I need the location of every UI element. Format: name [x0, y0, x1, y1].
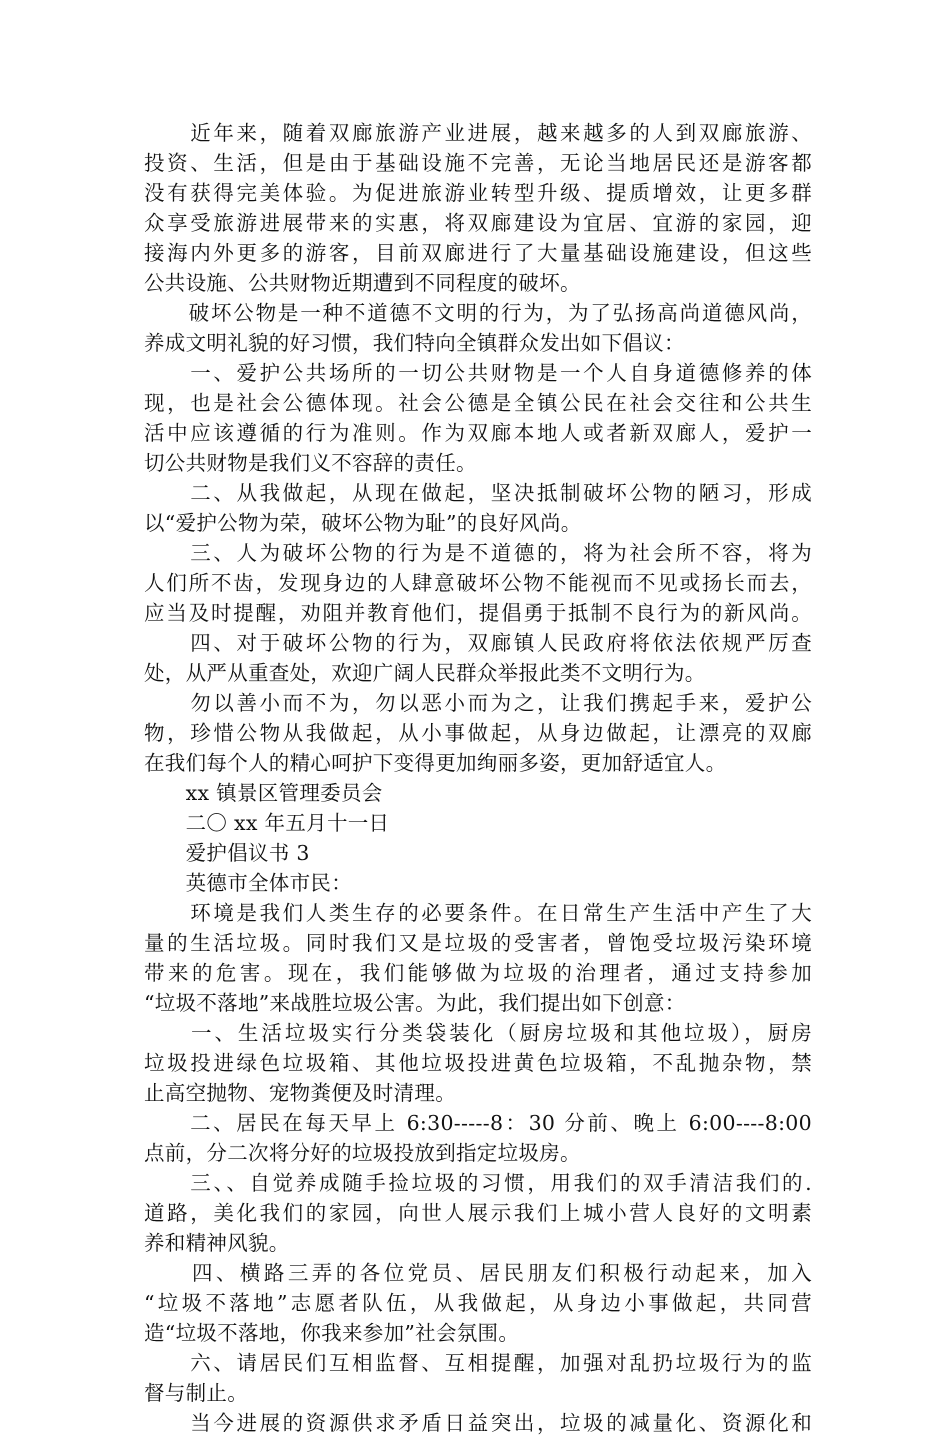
text-line: 四、对于破坏公物的行为，双廊镇人民政府将依法依规严厉查 — [144, 631, 812, 655]
text-line: 在我们每个人的精心呵护下变得更加绚丽多姿，更加舒适宜人。 — [144, 751, 727, 775]
text-line: xx 镇景区管理委员会 — [144, 781, 383, 805]
text-line: 止高空抛物、宠物粪便及时清理。 — [144, 1081, 456, 1105]
text-line: 没有获得完美体验。为促进旅游业转型升级、提质增效，让更多群 — [144, 181, 812, 205]
text-line: 爱护倡议书 3 — [144, 841, 310, 865]
text-line: 人们所不齿，发现身边的人肆意破坏公物不能视而不见或扬长而去， — [144, 571, 812, 595]
text-line: 当今进展的资源供求矛盾日益突出，垃圾的减量化、资源化和 — [144, 1411, 812, 1435]
text-line: 活中应该遵循的行为准则。作为双廊本地人或者新双廊人，爱护一 — [144, 421, 812, 445]
text-line: 切公共财物是我们义不容辞的责任。 — [144, 451, 477, 475]
text-line: 养和精神风貌。 — [144, 1231, 290, 1255]
text-line: 六、请居民们互相监督、互相提醒，加强对乱扔垃圾行为的监 — [144, 1351, 812, 1375]
text-line: 以“爱护公物为荣，破坏公物为耻”的良好风尚。 — [144, 511, 582, 535]
text-line: 三、人为破坏公物的行为是不道德的，将为社会所不容，将为 — [144, 541, 812, 565]
text-line: 造“垃圾不落地，你我来参加”社会氛围。 — [144, 1321, 520, 1345]
text-line: 养成文明礼貌的好习惯，我们特向全镇群众发出如下倡议： — [144, 331, 685, 355]
text-line: “垃圾不落地”志愿者队伍，从我做起，从身边小事做起，共同营 — [144, 1291, 812, 1315]
text-line: 量的生活垃圾。同时我们又是垃圾的受害者，曾饱受垃圾污染环境 — [144, 931, 812, 955]
text-line: 二、从我做起，从现在做起，坚决抵制破坏公物的陋习，形成 — [144, 481, 812, 505]
text-line: 道路，美化我们的家园，向世人展示我们上城小营人良好的文明素 — [144, 1201, 812, 1225]
text-line: 接海内外更多的游客，目前双廊进行了大量基础设施建设，但这些 — [144, 241, 812, 265]
text-line: 一、爱护公共场所的一切公共财物是一个人自身道德修养的体 — [144, 361, 812, 385]
text-line: 物，珍惜公物从我做起，从小事做起，从身边做起，让漂亮的双廊 — [144, 721, 812, 745]
text-line: 近年来，随着双廊旅游产业进展，越来越多的人到双廊旅游、 — [144, 121, 812, 145]
text-line: 点前，分二次将分好的垃圾投放到指定垃圾房。 — [144, 1141, 581, 1165]
text-line: 垃圾投进绿色垃圾箱、其他垃圾投进黄色垃圾箱，不乱抛杂物，禁 — [144, 1051, 812, 1075]
text-line: 众享受旅游进展带来的实惠，将双廊建设为宜居、宜游的家园，迎 — [144, 211, 812, 235]
text-line: 三、、自觉养成随手捡垃圾的习惯，用我们的双手清洁我们的. — [144, 1171, 812, 1195]
text-line: 破坏公物是一种不道德不文明的行为，为了弘扬高尚道德风尚， — [144, 301, 812, 325]
text-line: 勿以善小而不为，勿以恶小而为之，让我们携起手来，爱护公 — [144, 691, 812, 715]
text-line: 英德市全体市民： — [144, 871, 352, 895]
text-line: 四、横路三弄的各位党员、居民朋友们积极行动起来，加入 — [144, 1261, 812, 1285]
text-line: 带来的危害。现在，我们能够做为垃圾的治理者，通过支持参加 — [144, 961, 812, 985]
text-line: 现，也是社会公德体现。社会公德是全镇公民在社会交往和公共生 — [144, 391, 812, 415]
text-line: 环境是我们人类生存的必要条件。在日常生产生活中产生了大 — [144, 901, 812, 925]
document-body — [144, 118, 812, 1438]
text-line: 二、居民在每天早上 6:30-----8：30 分前、晚上 6:00----8:00 — [144, 1111, 812, 1135]
text-line: 二〇 xx 年五月十一日 — [144, 811, 390, 835]
text-line: 投资、生活，但是由于基础设施不完善，无论当地居民还是游客都 — [144, 151, 812, 175]
text-line: 一、生活垃圾实行分类袋装化（厨房垃圾和其他垃圾），厨房 — [144, 1021, 812, 1045]
text-line: 处，从严从重查处，欢迎广阔人民群众举报此类不文明行为。 — [144, 661, 706, 685]
text-line: 督与制止。 — [144, 1381, 248, 1405]
text-line: 公共设施、公共财物近期遭到不同程度的破坏。 — [144, 271, 581, 295]
text-line: 应当及时提醒，劝阻并教育他们，提倡勇于抵制不良行为的新风尚。 — [144, 601, 812, 625]
text-line: “垃圾不落地”来战胜垃圾公害。为此，我们提出如下创意： — [144, 991, 686, 1015]
